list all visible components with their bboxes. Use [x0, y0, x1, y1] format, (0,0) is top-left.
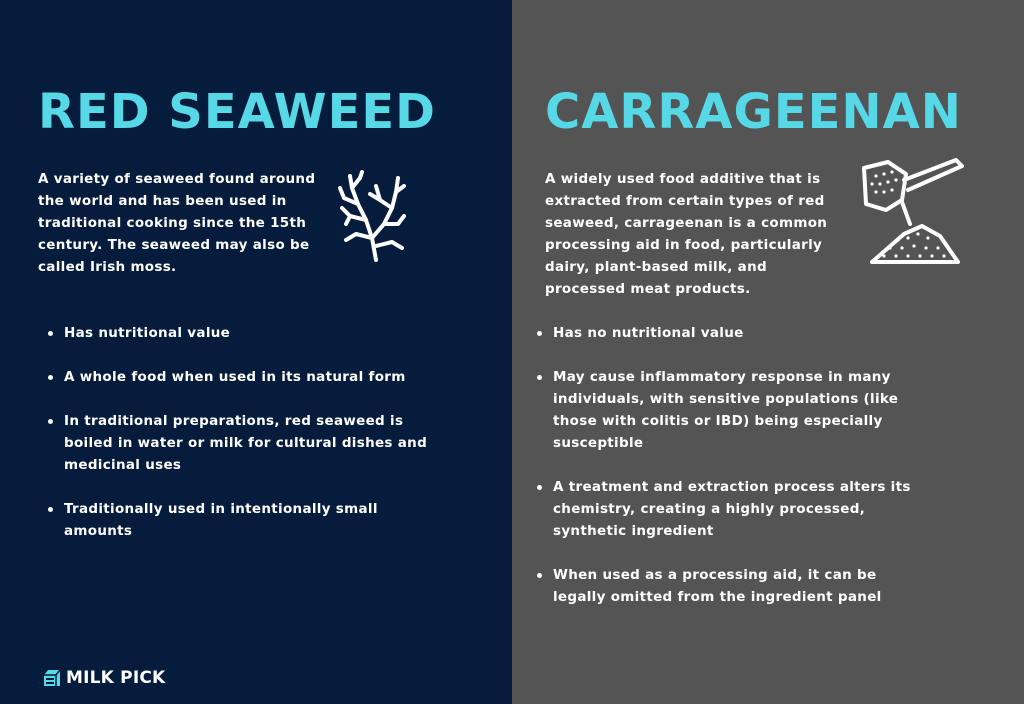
- bullet-text: Traditionally used in intentionally small amounts: [64, 501, 378, 539]
- coral-icon: [336, 168, 408, 264]
- bullet-dot: [48, 331, 53, 336]
- carrageenan-bullets: [537, 322, 917, 630]
- powder-scoop-icon: [858, 154, 970, 266]
- bullet-text: May cause inflammatory response in many individuals, with sensitive populations (like those with colitis or IBD) being especially susceptible: [553, 369, 899, 451]
- bullet-dot: [48, 507, 53, 512]
- bullet-text: When used as a processing aid, it can be legally omitted from the ingredient panel: [553, 567, 882, 605]
- bullet-dot: [537, 485, 542, 490]
- list-item: [537, 322, 917, 344]
- list-item: [48, 366, 438, 388]
- bullet-dot: [48, 375, 53, 380]
- bullet-dot: [537, 573, 542, 578]
- bullet-text: Has no nutritional value: [553, 325, 744, 341]
- list-item: [537, 366, 917, 454]
- list-item: [537, 564, 917, 608]
- bullet-text: Has nutritional value: [64, 325, 231, 341]
- list-item: [48, 410, 438, 476]
- bullet-dot: [537, 331, 542, 336]
- bullet-dot: [537, 375, 542, 380]
- carrageenan-intro: A widely used food additive that is extracted from certain types of red seaweed, carrageenan is a common processing aid in food, particularly dairy, plant-based milk, and processed meat products.: [545, 171, 828, 297]
- carrageenan-panel: [512, 0, 1024, 704]
- bullet-text: A whole food when used in its natural form: [64, 369, 406, 385]
- red-seaweed-bullets: [48, 322, 438, 564]
- bullet-dot: [48, 419, 53, 424]
- bullet-text: In traditional preparations, red seaweed is boiled in water or milk for cultural dishes and medicinal uses: [64, 413, 428, 473]
- bullet-text: A treatment and extraction process alters its chemistry, creating a highly processed, synthetic ingredient: [553, 479, 911, 539]
- milk-pick-logo: [42, 668, 165, 688]
- carrageenan-title: CARRAGEENAN: [545, 84, 962, 140]
- list-item: [48, 498, 438, 542]
- milk-carton-icon: [42, 669, 62, 687]
- logo-text: MILK PICK: [66, 668, 166, 688]
- red-seaweed-intro: A variety of seaweed found around the world and has been used in traditional cooking since the 15th century. The seaweed may also be called Irish moss.: [38, 171, 316, 275]
- list-item: [537, 476, 917, 542]
- list-item: [48, 322, 438, 344]
- red-seaweed-title: RED SEAWEED: [38, 84, 437, 140]
